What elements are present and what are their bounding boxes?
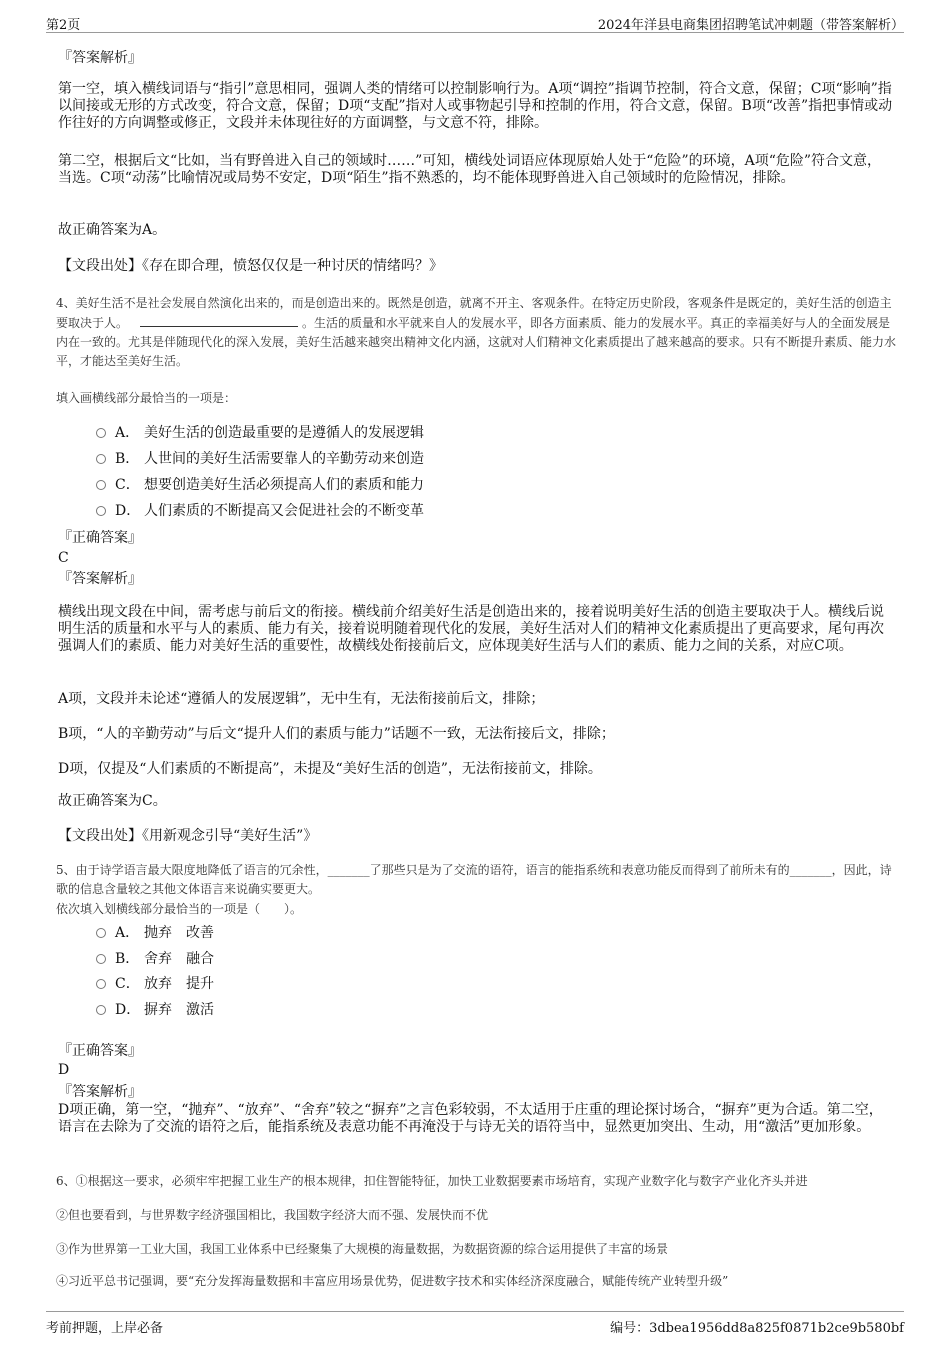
q5-analysis-title: 『答案解析』 — [58, 1084, 142, 1100]
radio-icon[interactable] — [96, 454, 106, 464]
q6-sentence-2: ②但也要看到，与世界数字经济强国相比，我国数字经济大而不强、发展快而不优 — [56, 1208, 489, 1222]
q5-blank-2: _______ — [789, 863, 832, 877]
q4-stem — [56, 294, 896, 371]
q5-option-c[interactable]: C． 放弃 提升 — [96, 975, 214, 993]
radio-icon[interactable] — [96, 506, 106, 516]
q5-analysis: D项正确，第一空，“抛弃”、“放弃”、“舍弃”较之“摒弃”之言色彩较弱，不太适用于庄重的理论探讨场合，“摒弃”更为合适。第二空，语言在去除为了交流的语符之后，能指系统及表意功能不再淹没于与诗无关的语符当中，显然更加突出、生动，用“激活”更加形象。 — [58, 1102, 883, 1135]
q4-analysis-d: D项，仅提及“人们素质的不断提高”，未提及“美好生活的创造”，无法衔接前文，排除。 — [58, 761, 602, 777]
footer-slogan: 考前押题，上岸必备 — [46, 1321, 164, 1336]
q5-stem: 5、由于诗学语言最大限度地降低了语言的冗余性，_______了那些只是为了交流的语符，语言的能指系统和表意功能反而得到了前所未有的_______，因此，诗歌的信息含量较之其他文体语言来说确实要更大。 — [56, 863, 892, 896]
q5-blank-1: _______ — [327, 863, 370, 877]
q6-sentence-4: ④习近平总书记强调，要“充分发挥海量数据和丰富应用场景优势，促进数字技术和实体经济深度融合，赋能传统产业转型升级” — [56, 1274, 729, 1288]
q4-analysis: 横线出现文段在中间，需考虑与前后文的衔接。横线前介绍美好生活是创造出来的，接着说明美好生活的创造主要取决于人。横线后说明生活的质量和水平与人的素质、能力有关，接着说明随着现代化的发展，美好生活对人们的精神文化素质提出了更高要求，尾句再次强调人们的素质、能力对美好生活的重要性，故横线处衔接前后文，应体现美好生活与人们的素质、能力之间的关系，对应C项。 — [58, 604, 884, 654]
q4-answer-title: 『正确答案』 — [58, 530, 142, 546]
radio-icon[interactable] — [96, 1005, 106, 1015]
q4-stem-part2: 。生活的质量和水平就来自人的发展水平，即各方面素质、能力的发展水平。真正的幸福美好与人的全面发展是内在一致的。尤其是伴随现代化的深入发展，美好生活越来越突出精神文化内涵，这就对人们精神文化素质提出了越来越高的要求。只有不断提升素质、能力水平，才能达至美好生活。 — [56, 316, 897, 368]
q4-option-d[interactable]: D． 人们素质的不断提高又会促进社会的不断变革 — [96, 502, 424, 520]
q4-option-a[interactable]: A． 美好生活的创造最重要的是遵循人的发展逻辑 — [96, 424, 424, 442]
radio-icon[interactable] — [96, 480, 106, 490]
page-footer — [46, 1311, 904, 1336]
q4-analysis-a: A项，文段并未论述“遵循人的发展逻辑”，无中生有，无法衔接前后文，排除； — [58, 691, 545, 707]
q5-answer-title: 『正确答案』 — [58, 1043, 142, 1059]
q5-option-d[interactable]: D． 摒弃 激活 — [96, 1001, 214, 1019]
q5-option-b[interactable]: B． 舍弃 融合 — [96, 950, 214, 968]
q4-blank — [140, 313, 298, 327]
q4-option-c[interactable]: C． 想要创造美好生活必须提高人们的素质和能力 — [96, 476, 424, 494]
page-number: 第2页 — [46, 18, 81, 33]
page-header — [46, 10, 904, 33]
q6-sentence-1: 6、①根据这一要求，必须牢牢把握工业生产的根本规律，扣住智能特征，加快工业数据要素市场培育，实现产业数字化与数字产业化齐头并进 — [56, 1174, 808, 1188]
q3-conclusion: 故正确答案为A。 — [58, 222, 167, 238]
q5-option-a[interactable]: A． 抛弃 改善 — [96, 924, 214, 942]
q4-answer: C — [58, 550, 69, 566]
q5-answer: D — [58, 1062, 70, 1078]
q3-source: 【文段出处】《存在即合理，愤怒仅仅是一种讨厌的情绪吗？》 — [58, 258, 443, 274]
q4-conclusion: 故正确答案为C。 — [58, 793, 167, 809]
q3-analysis-p1: 第一空，填入横线词语与“指引”意思相同，强调人类的情绪可以控制影响行为。A项“调控”指调节控制，符合文意，保留；C项“影响”指以间接或无形的方式改变，符合文意，保留；D项“支配”指对人或事物起引导和控制的作用，符合文意，保留。B项“改善”指把事情或动作往好的方向调整或修正，文段并未体现往好的方面调整，与文意不符，排除。 — [58, 81, 893, 131]
q4-stem-part1: 4、美好生活不是社会发展自然演化出来的，而是创造出来的。既然是创造，就离不开主、客观条件。在特定历史阶段，客观条件是既定的，美好生活的创造主要取决于人。 — [56, 296, 892, 330]
q4-analysis-title: 『答案解析』 — [58, 571, 142, 587]
radio-icon[interactable] — [96, 979, 106, 989]
radio-icon[interactable] — [96, 428, 106, 438]
q4-prompt: 填入画横线部分最恰当的一项是： — [56, 391, 237, 405]
document-id: 编号：3dbea1956dd8a825f0871b2ce9b580bf — [610, 1321, 904, 1336]
q6-sentence-3: ③作为世界第一工业大国，我国工业体系中已经聚集了大规模的海量数据，为数据资源的综合运用提供了丰富的场景 — [56, 1242, 669, 1256]
radio-icon[interactable] — [96, 928, 106, 938]
q4-option-b[interactable]: B． 人世间的美好生活需要靠人的辛勤劳动来创造 — [96, 450, 424, 468]
q4-source: 【文段出处】《用新观念引导“美好生活”》 — [58, 828, 318, 844]
q3-analysis-p2: 第二空，根据后文“比如，当有野兽进入自己的领域时……”可知，横线处词语应体现原始人处于“危险”的环境，A项“危险”符合文意，当选。C项“动荡”比喻情况或局势不安定，D项“陌生”指不熟悉的，均不能体现野兽进入自己领域时的危险情况，排除。 — [58, 153, 882, 186]
q4-analysis-b: B项，“人的辛勤劳动”与后文“提升人们的素质与能力”话题不一致，无法衔接后文，排除； — [58, 726, 615, 742]
radio-icon[interactable] — [96, 954, 106, 964]
q3-analysis-title: 『答案解析』 — [58, 50, 142, 66]
document-title: 2024年洋县电商集团招聘笔试冲刺题（带答案解析） — [597, 18, 904, 33]
q5-prompt: 依次填入划横线部分最恰当的一项是（ ）。 — [56, 902, 303, 916]
